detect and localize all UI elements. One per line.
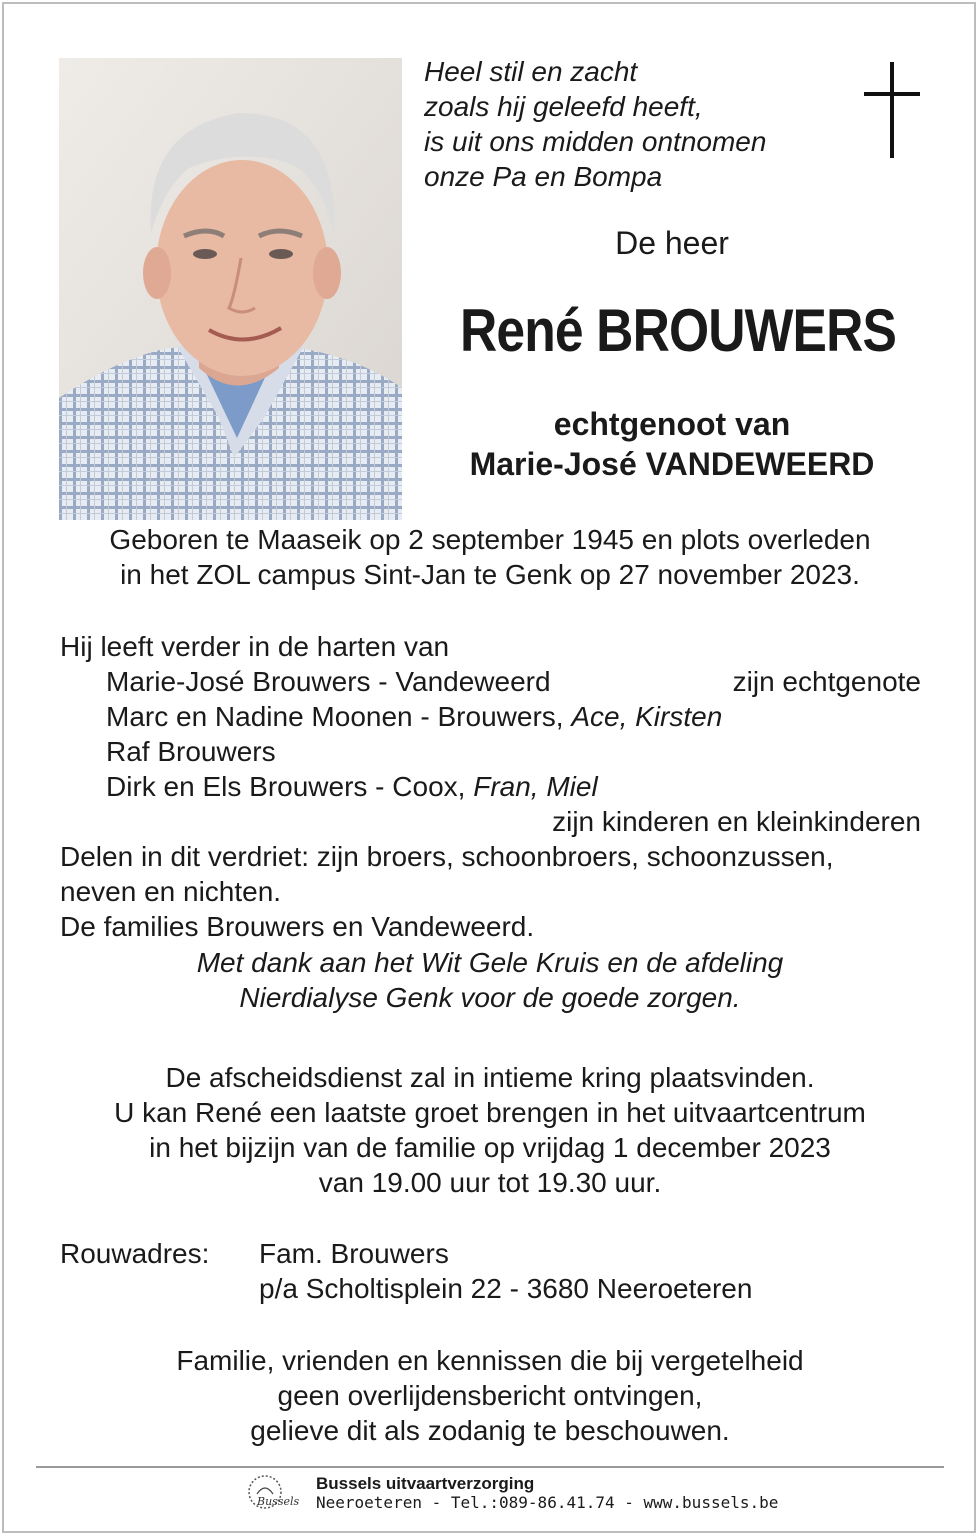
service-line: U kan René een laatste groet brengen in het uitvaartcentrum	[114, 1097, 866, 1128]
verse-line: is uit ons midden ontnomen	[424, 126, 767, 157]
address-line: Fam. Brouwers	[259, 1238, 449, 1269]
notice-line: geen overlijdensbericht ontvingen,	[277, 1380, 703, 1411]
notice-line: gelieve dit als zodanig te beschouwen.	[250, 1415, 730, 1446]
company-name: Bussels uitvaartverzorging	[316, 1474, 535, 1493]
family-spouse-role: zijn echtgenote	[732, 666, 921, 697]
verse-line: onze Pa en Bompa	[424, 161, 663, 192]
service-line: van 19.00 uur tot 19.30 uur.	[318, 1167, 662, 1198]
family-children-role: zijn kinderen en kleinkinderen	[552, 806, 921, 837]
verse-line: zoals hij geleefd heeft,	[424, 91, 703, 122]
family-share-line: Delen in dit verdriet: zijn broers, schoonbroers, schoonzussen,	[60, 841, 834, 872]
grandchildren-names: Fran, Miel	[473, 771, 598, 802]
child-names: Dirk en Els Brouwers - Coox,	[106, 771, 466, 802]
spouse-info	[410, 404, 934, 484]
footer-divider	[36, 1466, 944, 1468]
death-line: in het ZOL campus Sint-Jan te Genk op 27 november 2023.	[120, 559, 860, 590]
thanks-line: Nierdialyse Genk voor de goede zorgen.	[239, 982, 741, 1013]
verse-line: Heel stil en zacht	[424, 56, 638, 87]
child-names: Marc en Nadine Moonen - Brouwers,	[106, 701, 564, 732]
portrait-photo	[59, 58, 402, 520]
deceased-name: René BROUWERS	[459, 297, 897, 364]
birth-death-info	[0, 522, 980, 592]
svg-text:Bussels: Bussels	[257, 1495, 300, 1508]
birth-line: Geboren te Maaseik op 2 september 1945 en plots overleden	[109, 524, 871, 555]
family-child	[106, 699, 722, 734]
family-intro: Hij leeft verder in de harten van	[60, 631, 450, 662]
footer-info	[316, 1474, 778, 1512]
address-label: Rouwadres:	[60, 1238, 210, 1269]
memorial-verse	[424, 54, 766, 194]
family-child	[106, 769, 598, 804]
honorific: De heer	[615, 225, 729, 261]
family-child: Raf Brouwers	[106, 736, 276, 767]
families-line: De families Brouwers en Vandeweerd.	[60, 911, 535, 942]
spouse-relation: echtgenoot van	[553, 406, 791, 442]
family-share-line: neven en nichten.	[60, 876, 282, 907]
thanks-text	[0, 945, 980, 1015]
company-logo	[243, 1474, 305, 1514]
family-spouse: Marie-José Brouwers - Vandeweerd	[106, 666, 551, 697]
company-contact: Neeroeteren - Tel.:089-86.41.74 - www.bussels.be	[316, 1493, 779, 1512]
spouse-name: Marie-José VANDEWEERD	[469, 446, 875, 482]
notice-text	[0, 1343, 980, 1448]
address-line: p/a Scholtisplein 22 - 3680 Neeroeteren	[259, 1273, 753, 1304]
notice-line: Familie, vrienden en kennissen die bij vergetelheid	[176, 1345, 804, 1376]
thanks-line: Met dank aan het Wit Gele Kruis en de afdeling	[196, 947, 784, 978]
grandchildren-names: Ace, Kirsten	[571, 701, 723, 732]
service-info	[0, 1060, 980, 1200]
portrait-illustration	[59, 58, 402, 520]
service-line: in het bijzijn van de familie op vrijdag 1 december 2023	[149, 1132, 831, 1163]
service-line: De afscheidsdienst zal in intieme kring plaatsvinden.	[165, 1062, 815, 1093]
cross-icon	[862, 62, 922, 158]
